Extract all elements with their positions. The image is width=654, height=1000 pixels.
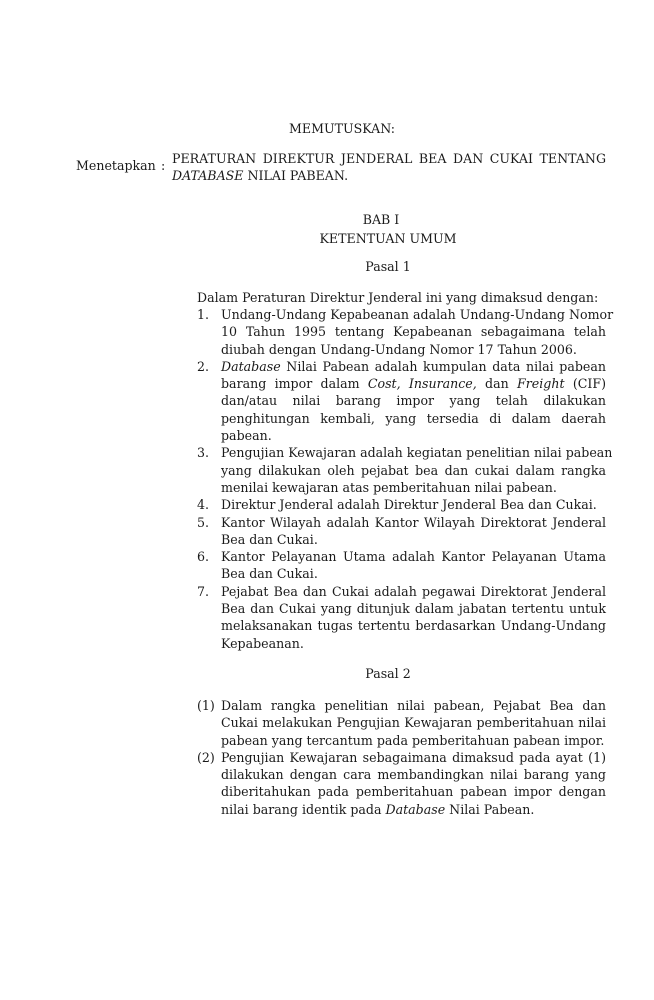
text-line <box>221 600 606 617</box>
item-text <box>221 496 606 513</box>
chapter-number: BAB I <box>362 212 400 227</box>
text-segment: Bea dan Cukai. <box>221 566 318 582</box>
text-segment: Bea dan Cukai yang ditunjuk dalam jabatan tertentu untuk <box>221 601 606 617</box>
text-segment: Nilai Pabean adalah kumpulan data nilai pabean <box>280 358 606 374</box>
text-line <box>221 801 606 818</box>
text-line <box>221 479 606 496</box>
text-segment: Nilai Pabean. <box>445 801 535 817</box>
text-line <box>172 150 606 167</box>
text-line <box>221 714 606 731</box>
item-number: 3. <box>197 445 210 461</box>
text-segment: dan/atau nilai barang impor yang telah dilakukan <box>221 393 606 409</box>
menetapkan-colon: : <box>161 158 166 173</box>
text-segment: Undang-Undang Kepabeanan adalah Undang-Undang Nomor <box>221 307 614 322</box>
italic-term: Freight <box>517 376 565 392</box>
text-segment: nilai barang identik pada <box>221 801 386 817</box>
text-segment: Kantor Wilayah adalah Kantor Wilayah Direktorat Jenderal <box>221 514 606 530</box>
chapter-title: KETENTUAN UMUM <box>319 231 457 246</box>
italic-term: Database <box>385 801 446 817</box>
text-line <box>221 444 613 461</box>
item-number: 1. <box>197 307 210 322</box>
item-text <box>221 749 606 818</box>
text-line <box>221 531 606 548</box>
clause-item <box>197 749 606 818</box>
text-segment: Dalam rangka penelitian nilai pabean, Pejabat Bea dan <box>221 698 606 713</box>
text-segment: menilai kewajaran atas pemberitahuan nilai pabean. <box>221 479 557 495</box>
item-number: 7. <box>197 583 210 599</box>
definition-item <box>197 444 613 496</box>
text-line <box>221 375 606 392</box>
definition-item <box>197 514 606 549</box>
italic-term: DATABASE <box>172 168 244 184</box>
text-line <box>221 635 606 652</box>
text-line <box>221 749 606 766</box>
article-1-intro: Dalam Peraturan Direktur Jenderal ini yang dimaksud dengan: <box>197 290 599 305</box>
text-segment: dilakukan dengan cara membandingkan nilai barang yang <box>221 767 606 783</box>
text-line <box>221 496 606 513</box>
text-line <box>221 306 614 323</box>
text-segment: Direktur Jenderal adalah Direktur Jenderal Bea dan Cukai. <box>221 497 597 513</box>
text-line <box>221 392 606 409</box>
decision-heading: MEMUTUSKAN: <box>288 121 396 136</box>
text-segment: 10 Tahun 1995 tentang Kepabeanan sebagaimana telah <box>221 324 606 340</box>
text-line <box>221 514 606 531</box>
definition-item <box>197 548 606 583</box>
text-segment: penghitungan kembali, yang tersedia di dalam daerah <box>221 410 606 426</box>
item-text <box>221 697 606 749</box>
definition-item <box>197 496 606 513</box>
text-segment: Bea dan Cukai. <box>221 531 318 547</box>
text-line <box>221 427 606 444</box>
text-segment: PERATURAN DIREKTUR JENDERAL BEA DAN CUKAI TENTANG <box>172 151 606 166</box>
text-segment: diubah dengan Undang-Undang Nomor 17 Tahun 2006. <box>221 341 577 357</box>
text-segment: melaksanakan tugas tertentu berdasarkan Undang-Undang <box>221 618 606 634</box>
text-segment: pabean yang tercantum pada pemberitahuan pabean impor. <box>221 732 605 748</box>
item-text <box>221 583 606 652</box>
item-number: 2. <box>197 358 210 374</box>
text-line <box>221 410 606 427</box>
definition-item <box>197 306 614 358</box>
item-number: (1) <box>197 698 215 713</box>
text-segment: Pengujian Kewajaran sebagaimana dimaksud pada ayat (1) <box>221 749 606 765</box>
menetapkan-label: Menetapkan <box>76 158 156 173</box>
text-segment: Pengujian Kewajaran adalah kegiatan penelitian nilai pabean <box>221 445 613 461</box>
text-line <box>221 766 606 783</box>
text-line <box>221 783 606 800</box>
text-segment: Kantor Pelayanan Utama adalah Kantor Pelayanan Utama <box>221 549 606 565</box>
item-number: 5. <box>197 514 210 530</box>
text-segment: (CIF) <box>564 376 606 392</box>
text-line <box>221 462 606 479</box>
italic-term: Database <box>221 358 281 374</box>
text-line <box>221 565 606 582</box>
text-line <box>221 548 606 565</box>
item-number: 6. <box>197 549 210 565</box>
text-segment: NILAI PABEAN. <box>243 168 349 184</box>
text-line <box>221 358 606 375</box>
text-segment: diberitahukan pada pemberitahuan pabean impor dengan <box>221 784 606 800</box>
item-text <box>221 306 614 358</box>
article-1-title: Pasal 1 <box>365 259 411 274</box>
text-line <box>221 583 606 600</box>
item-number: 4. <box>197 497 210 513</box>
article-1-definitions-list <box>197 306 614 652</box>
text-line <box>221 323 606 340</box>
item-text <box>221 514 606 549</box>
text-segment: Cukai melakukan Pengujian Kewajaran pemberitahuan nilai <box>221 715 606 731</box>
italic-term: Cost, Insurance, <box>367 376 477 392</box>
item-number: (2) <box>197 749 215 765</box>
text-line <box>221 617 606 634</box>
text-line <box>221 341 606 358</box>
article-2-title: Pasal 2 <box>365 666 411 681</box>
item-text <box>221 444 613 496</box>
text-segment: yang dilakukan oleh pejabat bea dan cukai dalam rangka <box>221 462 606 478</box>
text-segment: barang impor dalam <box>221 376 368 392</box>
item-text <box>221 358 606 444</box>
text-segment: Kepabeanan. <box>221 635 304 651</box>
text-segment: pabean. <box>221 428 272 444</box>
item-text <box>221 548 606 583</box>
text-line <box>221 697 606 714</box>
text-line <box>172 167 606 184</box>
clause-item <box>197 697 606 749</box>
text-segment: dan <box>476 376 518 392</box>
menetapkan-text <box>172 150 606 185</box>
definition-item <box>197 583 606 652</box>
definition-item <box>197 358 606 444</box>
text-segment: Pejabat Bea dan Cukai adalah pegawai Direktorat Jenderal <box>221 583 606 599</box>
article-2-clauses-list <box>197 697 606 818</box>
text-line <box>221 732 606 749</box>
